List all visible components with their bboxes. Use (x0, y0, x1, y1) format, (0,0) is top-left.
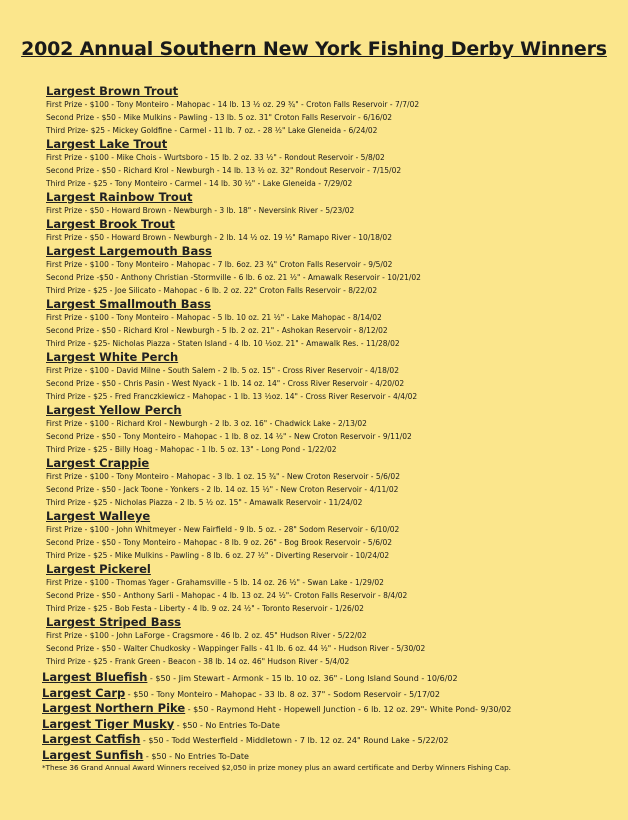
category-heading: Largest Smallmouth Bass (46, 297, 212, 311)
category-inline-row (42, 668, 622, 684)
winner-entry: Second Prize - $50 - Richard Krol - Newburgh - 5 lb. 2 oz. 21" - Ashokan Reservoir - 8/12/02 (46, 326, 388, 335)
category-heading: Largest Lake Trout (46, 137, 168, 151)
category-heading: Largest Brook Trout (46, 217, 175, 231)
winner-entry: Second Prize - $50 - Tony Monteiro - Mahopac - 8 lb. 9 oz. 26" - Bog Brook Reservoir - 5/6/02 (46, 538, 393, 547)
category-heading: Largest Bluefish (42, 670, 148, 684)
category-section (42, 403, 622, 456)
winner-entry: Third Prize - $25- Nicholas Piazza - Staten Island - 4 lb. 10 ½oz. 21" - Amawalk Res. - 11/28/02 (46, 339, 400, 348)
category-heading: Largest Carp (42, 685, 126, 699)
category-heading: Largest Striped Bass (46, 615, 182, 629)
footnote: *These 36 Grand Annual Award Winners received $2,050 in prize money plus an award certificate and Derby Winners Fishing Cap. (42, 763, 511, 772)
category-heading: Largest Catfish (42, 732, 141, 746)
winner-entry: Third Prize- $25 - Mickey Goldfine - Carmel - 11 lb. 7 oz. - 28 ½" Lake Gleneida - 6/24/02 (46, 126, 378, 135)
winner-entry: First Prize - $100 - John LaForge - Cragsmore - 46 lb. 2 oz. 45" Hudson River - 5/22/02 (46, 631, 367, 640)
winner-entry: Second Prize - $50 - Chris Pasin - West Nyack - 1 lb. 14 oz. 14" - Cross River Reservoir - 4/20/02 (46, 379, 405, 388)
winners-list (42, 84, 622, 775)
category-inline-row (42, 746, 622, 762)
winner-entry: First Prize - $100 - John Whitmeyer - New Fairfield - 9 lb. 5 oz. - 28" Sodom Reservoir - 6/10/02 (46, 525, 400, 534)
winner-entry: First Prize - $50 - Howard Brown - Newburgh - 2 lb. 14 ½ oz. 19 ½" Ramapo River - 10/18/02 (46, 233, 392, 242)
winner-entry: First Prize - $100 - Thomas Yager - Grahamsville - 5 lb. 14 oz. 26 ½" - Swan Lake - 1/29/02 (46, 578, 384, 587)
category-heading: Largest Tiger Musky (42, 716, 175, 730)
winner-entry: Second Prize - $50 - Jack Toone - Yonkers - 2 lb. 14 oz. 15 ½" - New Croton Reservoir - 4/11/02 (46, 485, 399, 494)
category-section (42, 217, 622, 244)
category-section (42, 562, 622, 615)
winner-entry: - $50 - No Entries To-Date (143, 751, 249, 761)
winner-entry: First Prize - $100 - Tony Monteiro - Mahopac - 3 lb. 1 oz. 15 ¾" - New Croton Reservoir - 5/6/02 (46, 472, 400, 481)
winner-entry: Second Prize -$50 - Anthony Christian -Stormville - 6 lb. 6 oz. 21 ½" - Amawalk Reservoir - 10/21/02 (46, 273, 421, 282)
winner-entry: Third Prize - $25 - Tony Monteiro - Carmel - 14 lb. 30 ½" - Lake Gleneida - 7/29/02 (46, 179, 353, 188)
winner-entry: Third Prize - $25 - Fred Franczkiewicz - Mahopac - 1 lb. 13 ½oz. 14" - Cross River Reservoir - 4/4/02 (46, 392, 418, 401)
category-section (42, 350, 622, 403)
winner-entry: Third Prize - $25 - Mike Mulkins - Pawling - 8 lb. 6 oz. 27 ½" - Diverting Reservoir - 10/24/02 (46, 551, 390, 560)
winner-entry: Third Prize - $25 - Frank Green - Beacon - 38 lb. 14 oz. 46" Hudson River - 5/4/02 (46, 657, 350, 666)
winner-entry: First Prize - $50 - Howard Brown - Newburgh - 3 lb. 18" - Neversink River - 5/23/02 (46, 206, 355, 215)
category-heading: Largest Sunfish (42, 747, 144, 761)
category-section (42, 615, 622, 668)
category-section (42, 244, 622, 297)
category-heading: Largest Rainbow Trout (46, 190, 193, 204)
winner-entry: Third Prize - $25 - Bob Festa - Liberty - 4 lb. 9 oz. 24 ½" - Toronto Reservoir - 1/26/02 (46, 604, 364, 613)
winner-entry: - $50 - Tony Monteiro - Mahopac - 33 lb. 8 oz. 37" - Sodom Reservoir - 5/17/02 (125, 689, 440, 699)
winner-entry: - $50 - Todd Westerfield - Middletown - 7 lb. 12 oz. 24" Round Lake - 5/22/02 (140, 736, 449, 745)
winner-entry: Third Prize - $25 - Joe Silicato - Mahopac - 6 lb. 2 oz. 22" Croton Falls Reservoir - 8/22/02 (46, 286, 378, 295)
winner-entry: - $50 - Jim Stewart - Armonk - 15 lb. 10 oz. 36" - Long Island Sound - 10/6/02 (147, 674, 458, 683)
category-heading: Largest Pickerel (46, 562, 151, 576)
winner-entry: Second Prize - $50 - Anthony Sarli - Mahopac - 4 lb. 13 oz. 24 ½"- Croton Falls Reservoir - 8/4/02 (46, 591, 408, 600)
category-heading: Largest Largemouth Bass (46, 244, 212, 258)
category-heading: Largest Northern Pike (42, 701, 186, 715)
winner-entry: Second Prize - $50 - Walter Chudkosky - Wappinger Falls - 41 lb. 6 oz. 44 ½" - Hudson River - 5/30/02 (46, 644, 426, 653)
category-section (42, 297, 622, 350)
category-section (42, 84, 622, 137)
winner-entry: Second Prize - $50 - Richard Krol - Newburgh - 14 lb. 13 ½ oz. 32" Rondout Reservoir - 7/15/02 (46, 166, 402, 175)
category-heading: Largest Walleye (46, 509, 151, 523)
winner-entry: First Prize - $100 - Tony Monteiro - Mahopac - 14 lb. 13 ½ oz. 29 ¾" - Croton Falls Reservoir - 7/7/02 (46, 100, 420, 109)
category-section (42, 456, 622, 509)
category-heading: Largest White Perch (46, 350, 179, 364)
category-heading: Largest Yellow Perch (46, 403, 182, 417)
winner-entry: - $50 - Raymond Heht - Hopewell Junction - 6 lb. 12 oz. 29"- White Pond- 9/30/02 (185, 705, 512, 714)
category-inline-row (42, 699, 622, 715)
winner-entry: First Prize - $100 - Tony Monteiro - Mahopac - 7 lb. 6oz. 23 ¾" Croton Falls Reservoir - 9/5/02 (46, 260, 393, 269)
winner-entry: Third Prize - $25 - Billy Hoag - Mahopac - 1 lb. 5 oz. 13" - Long Pond - 1/22/02 (46, 445, 337, 454)
category-section (42, 137, 622, 190)
winner-entry: First Prize - $100 - Mike Chois - Wurtsboro - 15 lb. 2 oz. 33 ½" - Rondout Reservoir - 5/8/02 (46, 153, 385, 162)
winner-entry: Second Prize - $50 - Tony Monteiro - Mahopac - 1 lb. 8 oz. 14 ½" - New Croton Reservoir - 9/11/02 (46, 432, 412, 441)
winner-entry: - $50 - No Entries To-Date (174, 720, 280, 730)
category-inline-row (42, 730, 622, 746)
winner-entry: Third Prize - $25 - Nicholas Piazza - 2 lb. 5 ½ oz. 15" - Amawalk Reservoir - 11/24/02 (46, 498, 363, 507)
page-title: 2002 Annual Southern New York Fishing Derby Winners (21, 38, 607, 60)
category-heading: Largest Crappie (46, 456, 150, 470)
category-inline-row (42, 684, 622, 700)
category-section (42, 509, 622, 562)
winner-entry: First Prize - $100 - Richard Krol - Newburgh - 2 lb. 3 oz. 16" - Chadwick Lake - 2/13/02 (46, 419, 367, 428)
winner-entry: Second Prize - $50 - Mike Mulkins - Pawling - 13 lb. 5 oz. 31" Croton Falls Reservoir - 6/16/02 (46, 113, 393, 122)
category-inline-row (42, 715, 622, 731)
category-section (42, 190, 622, 217)
winner-entry: First Prize - $100 - Tony Monteiro - Mahopac - 5 lb. 10 oz. 21 ½" - Lake Mahopac - 8/14/02 (46, 313, 382, 322)
category-heading: Largest Brown Trout (46, 84, 179, 98)
winner-entry: First Prize - $100 - David Milne - South Salem - 2 lb. 5 oz. 15" - Cross River Reservoir - 4/18/02 (46, 366, 399, 375)
